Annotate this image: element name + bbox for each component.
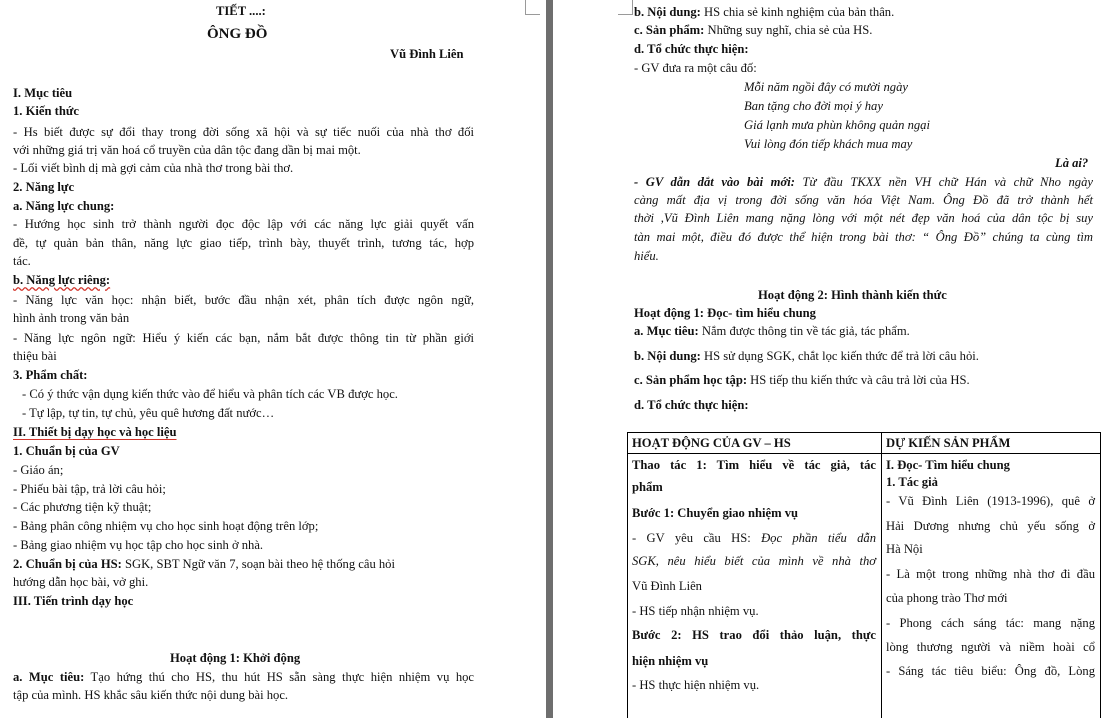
table-divider [881, 433, 882, 718]
table-cell-line: Thao tác 1: Tìm hiểu về tác giả, tác [632, 458, 876, 472]
activity-subheading: Hoạt động 1: Đọc- tìm hiểu chung [634, 306, 816, 320]
paragraph-line: tác. [13, 254, 31, 268]
table-cell-line: - Vũ Đình Liên (1913-1996), quê ở [886, 494, 1095, 508]
specific-heading-text: b. Năng lực riêng: [13, 273, 111, 287]
subsection-heading: d. Tổ chức thực hiện: [634, 42, 749, 56]
list-item: - Các phương tiện kỹ thuật; [13, 500, 152, 514]
activity-table [627, 432, 1101, 718]
lesson-label: TIẾT ....: [216, 4, 266, 18]
act1-goal-label: a. Mục tiêu: [13, 670, 85, 684]
paragraph-line: - Năng lực ngôn ngữ: Hiểu ý kiến các bạn, nắm bắt được thông tin từ phần giới [13, 331, 474, 345]
subsection-heading: 3. Phẩm chất: [13, 368, 88, 382]
document-page-right [553, 0, 1111, 718]
paragraph-line: - Năng lực văn học: nhận biết, bước đầu nhận xét, phân tích được ngôn ngữ, [13, 293, 474, 307]
subsection-heading: 1. Chuẩn bị của GV [13, 444, 120, 458]
table-cell-line: phẩm [632, 480, 663, 494]
paragraph-line: hướng dẫn học bài, vở ghi. [13, 575, 149, 589]
act2-goal-label: a. Mục tiêu: [634, 324, 699, 338]
activity-heading: Hoạt động 2: Hình thành kiến thức [758, 288, 947, 302]
paragraph-line: đề, tự quản bản thân, năng lực giao tiếp, trình bày, thuyết trình, tương tác, hợp [13, 236, 474, 250]
section-heading: I. Mục tiêu [13, 86, 73, 100]
act2-goal-text: Nắm được thông tin về tác giả, tác phẩm. [698, 324, 910, 338]
paragraph-line: hiểu. [634, 249, 659, 263]
paragraph-line [634, 4, 894, 20]
table-cell-line: Vũ Đình Liên [632, 579, 702, 593]
activity-heading: Hoạt động 1: Khởi động [170, 651, 301, 665]
prep-hs-text: SGK, SBT Ngữ văn 7, soạn bài theo hệ thống câu hỏi [121, 557, 395, 571]
equipment-heading-text: II. Thiết bị dạy học và học liệu [13, 425, 177, 439]
table-cell-line: Hà Nội [886, 542, 923, 556]
subsection-heading: d. Tổ chức thực hiện: [634, 398, 749, 412]
list-item: - Giáo án; [13, 463, 64, 477]
table-cell-line: - Là một trong những nhà thơ đi đầu [886, 567, 1095, 581]
page-title: ÔNG ĐỒ [207, 26, 268, 42]
riddle-line: Ban tặng cho đời mọi ý hay [744, 99, 883, 113]
act2-product-label: c. Sản phẩm học tập: [634, 373, 748, 387]
table-cell-line: Bước 2: HS trao đổi thảo luận, thực [632, 628, 876, 642]
subsection-heading: 2. Năng lực [13, 180, 75, 194]
task-prefix: - GV yêu cầu HS: [632, 531, 762, 545]
table-header: HOẠT ĐỘNG CỦA GV – HS [632, 436, 791, 450]
act2-content-label: b. Nội dung: [634, 349, 701, 363]
subsection-heading: 1. Kiến thức [13, 104, 79, 118]
content-label: b. Nội dung: [634, 5, 701, 19]
paragraph-line: - Lối viết bình dị mà gợi cảm của nhà thơ trong bài thơ. [13, 161, 294, 175]
paragraph-line: càng mất địa vị trong đời sống văn hóa Việt Nam. Ông Đồ đã trở thành hết [634, 193, 1093, 207]
act2-content-text: HS sử dụng SGK, chắt lọc kiến thức để trả lời câu hỏi. [700, 349, 979, 363]
table-header: DỰ KIẾN SẢN PHẨM [886, 436, 1011, 450]
paragraph-line [634, 372, 970, 388]
act2-product-text: HS tiếp thu kiến thức và câu trả lời của HS. [747, 373, 970, 387]
paragraph-line: với những giá trị văn hoá cổ truyền của dân tộc đang dần bị mai một. [13, 143, 361, 157]
table-cell-line: - Sáng tác tiêu biểu: Ông đồ, Lòng [886, 664, 1095, 678]
paragraph-line [13, 669, 474, 685]
table-cell-line: của phong trào Thơ mới [886, 591, 1008, 605]
paragraph-line: - GV đưa ra một câu đố: [634, 61, 757, 75]
riddle-answer: Là ai? [1055, 156, 1089, 170]
table-cell-line: lòng thương người và niềm hoài cổ [886, 640, 1095, 654]
intro-text: Từ đầu TKXX nền VH chữ Hán và chữ Nho ngày [794, 175, 1093, 189]
paragraph-line: thời ,Vũ Đình Liên mang nặng lòng với một nét đẹp văn hoá của dân tộc bị suy [634, 211, 1093, 225]
table-cell-line: 1. Tác giả [886, 475, 938, 489]
document-page-left [0, 0, 546, 718]
product-text: Những suy nghĩ, chia sẻ của HS. [704, 23, 873, 37]
table-divider [628, 453, 1100, 454]
paragraph-line: thiệu bài [13, 349, 57, 363]
intro-label: - GV dẫn dắt vào bài mới: [634, 175, 795, 189]
paragraph-line: tập của mình. HS khắc sâu kiến thức nội dung bài học. [13, 688, 289, 702]
paragraph-line: - Hs biết được sự đổi thay trong đời sống xã hội và sự tiếc nuối của nhà thơ đối [13, 125, 474, 139]
paragraph-line: - Tự lập, tự tin, tự chủ, yêu quê hương đất nước… [22, 406, 275, 420]
table-cell-line: Hải Dương nhưng chủ yếu sống ở [886, 519, 1095, 533]
page-corner-mark [525, 0, 540, 15]
paragraph-line: - Hướng học sinh trở thành người đọc độc lập với các năng lực giải quyết vấn [13, 217, 474, 231]
riddle-line: Mỗi năm ngồi đây có mười ngày [744, 80, 908, 94]
paragraph-line [634, 174, 1093, 190]
paragraph-line [634, 323, 910, 339]
table-cell-line: - HS thực hiện nhiệm vụ. [632, 678, 760, 692]
table-cell-line: - HS tiếp nhận nhiệm vụ. [632, 604, 759, 618]
table-cell-line: - Phong cách sáng tác: mang nặng [886, 616, 1095, 630]
product-label: c. Sản phẩm: [634, 23, 705, 37]
subsection-heading: a. Năng lực chung: [13, 199, 115, 213]
act1-goal-text: Tạo hứng thú cho HS, thu hút HS sẵn sàng thực hiện nhiệm vụ học [84, 670, 474, 684]
table-cell-line: SGK, nêu hiểu biết của mình về nhà thơ [632, 554, 876, 568]
table-cell-line: I. Đọc- Tìm hiểu chung [886, 458, 1010, 472]
paragraph-line [13, 556, 395, 572]
riddle-line: Vui lòng đón tiếp khách mua may [744, 137, 913, 151]
list-item: - Bảng giao nhiệm vụ học tập cho học sinh ở nhà. [13, 538, 264, 552]
task-text: Đọc phần tiểu dẫn [761, 531, 877, 545]
paragraph-line: tàn mai một, điều đó được thể hiện trong bài thơ: “ Ông Đồ” chúng ta cùng tìm [634, 230, 1093, 244]
table-cell-line: hiện nhiệm vụ [632, 654, 709, 668]
section-heading [13, 424, 177, 440]
subsection-heading [13, 272, 110, 288]
list-item: - Bảng phân công nhiệm vụ cho học sinh hoạt động trên lớp; [13, 519, 319, 533]
paragraph-line: - Có ý thức vận dụng kiến thức vào để hiểu và phân tích các VB được học. [22, 387, 398, 401]
prep-hs-label: 2. Chuẩn bị của HS: [13, 557, 122, 571]
list-item: - Phiếu bài tập, trả lời câu hỏi; [13, 482, 166, 496]
table-cell-line [632, 530, 876, 546]
page-corner-mark [618, 0, 633, 15]
section-heading: III. Tiến trình dạy học [13, 594, 134, 608]
table-cell-line: Bước 1: Chuyển giao nhiệm vụ [632, 506, 799, 520]
page-gutter [546, 0, 553, 718]
paragraph-line [634, 348, 979, 364]
author-name: Vũ Đình Liên [390, 47, 464, 61]
paragraph-line: hình ảnh trong văn bản [13, 311, 130, 325]
paragraph-line [634, 22, 872, 38]
riddle-line: Giá lạnh mưa phùn không quản ngại [744, 118, 930, 132]
content-text: HS chia sẻ kinh nghiệm của bản thân. [700, 5, 895, 19]
